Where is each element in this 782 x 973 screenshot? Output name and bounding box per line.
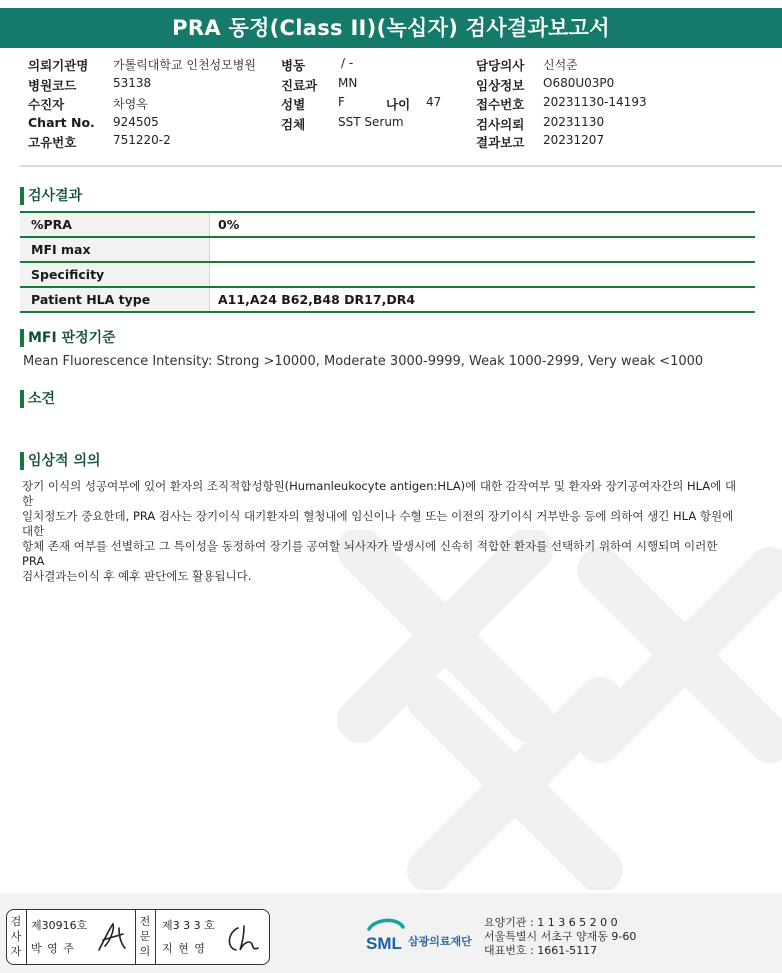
info-label: 병동	[281, 58, 306, 73]
mfi-criteria-text: Mean Fluorescence Intensity: Strong >10000, Moderate 3000-9999, Weak 1000-2999, Very weak <1000	[23, 354, 704, 369]
row-value: A11,A24 B62,B48 DR17,DR4	[218, 292, 416, 307]
info-value: 20231207	[543, 133, 605, 147]
examiner-label: 검사자	[10, 915, 22, 958]
info-label: 검체	[281, 117, 306, 132]
info-value: O680U03P0	[543, 76, 615, 90]
info-value: 차영옥	[113, 97, 148, 111]
info-value: 53138	[113, 76, 152, 90]
mfi-heading: MFI 판정기준	[20, 328, 116, 348]
info-label: 결과보고	[476, 135, 525, 150]
age-label: 나이	[386, 97, 411, 112]
clinical-line: 일치정도가 중요한데, PRA 검사는 장기이식 대기환자의 혈청내에 임신이나 수혈 또는 이전의 장기이식 거부반응 등에 의하여 생긴 HLA 항원에 대한	[22, 509, 734, 538]
row-label: Specificity	[20, 263, 210, 286]
org-address: 서울특별시 서초구 양재동 9-60	[484, 930, 637, 943]
clinical-line: 장기 이식의 성공여부에 있어 환자의 조직적합성항원(Humanleukocyte antigen:HLA)에 대한 감작여부 및 환자와 장기공여자간의 HLA에 대한	[22, 479, 737, 508]
opinion-heading: 소견	[20, 389, 55, 409]
divider	[155, 910, 156, 964]
table-row	[20, 263, 755, 288]
clinical-text	[22, 479, 742, 584]
info-value: SST Serum	[338, 115, 404, 129]
row-value: 0%	[218, 217, 240, 232]
info-value: 신석준	[543, 58, 578, 72]
specialist-label: 전문의	[139, 915, 151, 958]
info-value: 가톨릭대학교 인천성모병원	[113, 58, 256, 72]
info-value: 20231130-14193	[543, 95, 647, 109]
info-label: 고유번호	[28, 135, 77, 150]
org-phone: 대표번호 : 1661-5117	[484, 944, 598, 957]
sml-logo-mark	[365, 915, 407, 955]
info-label: 병원코드	[28, 78, 77, 93]
examiner-signature	[95, 920, 131, 956]
info-label: 수진자	[28, 97, 65, 112]
info-label: 임상정보	[476, 78, 525, 93]
info-value: F	[338, 95, 345, 109]
info-value: 924505	[113, 115, 159, 129]
table-row	[20, 238, 755, 263]
age-value: 47	[426, 95, 442, 109]
examiner-license: 제30916호	[31, 919, 88, 932]
table-row	[20, 288, 755, 313]
results-table	[20, 211, 755, 313]
info-label: 의뢰기관명	[28, 58, 89, 73]
logo-text: SML	[366, 934, 402, 953]
examiner-name: 박 영 주	[31, 942, 75, 955]
report-title: PRA 동정(Class II)(녹십자) 검사결과보고서	[0, 8, 782, 48]
clinical-line: 항체 존재 여부를 선별하고 그 특이성을 동정하여 장기를 공여할 뇌사자가 발생시에 신속히 적합한 환자를 선택하기 위하여 시행되며 이러한 PRA	[22, 539, 718, 568]
specialist-signature	[222, 922, 262, 956]
divider	[20, 165, 782, 167]
org-name: 삼광의료재단	[408, 935, 472, 948]
info-label: 접수번호	[476, 97, 525, 112]
info-value: 751220-2	[113, 133, 171, 147]
divider	[26, 910, 27, 964]
info-label: 검사의뢰	[476, 117, 525, 132]
info-value: 20231130	[543, 115, 605, 129]
specialist-license: 제3 3 3 호	[162, 919, 215, 932]
row-label: MFI max	[20, 238, 210, 261]
sml-logo	[365, 915, 485, 955]
row-label: Patient HLA type	[20, 288, 210, 311]
table-row	[20, 213, 755, 238]
info-label: 성별	[281, 97, 306, 112]
specialist-name: 지 현 영	[162, 942, 206, 955]
clinical-heading: 임상적 의의	[20, 451, 101, 471]
info-label: 진료과	[281, 78, 318, 93]
results-heading: 검사결과	[20, 186, 82, 206]
org-info	[484, 916, 636, 958]
signature-box	[6, 909, 270, 965]
info-value: / -	[341, 56, 354, 70]
background-cross-watermark	[300, 530, 782, 890]
divider	[135, 910, 136, 964]
org-code: 요양기관 : 1 1 3 6 5 2 0 0	[484, 916, 618, 929]
info-label: Chart No.	[28, 115, 95, 130]
clinical-line: 검사결과는이식 후 예후 판단에도 활용됩니다.	[22, 569, 252, 583]
info-value: MN	[338, 76, 358, 90]
row-label: %PRA	[20, 213, 210, 236]
info-label: 담당의사	[476, 58, 525, 73]
